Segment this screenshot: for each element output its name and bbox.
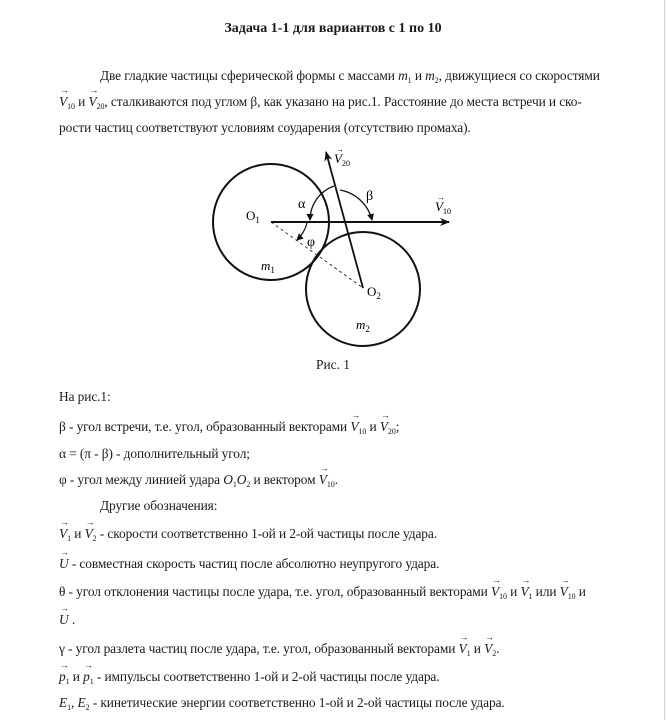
label-beta: β — [366, 189, 374, 204]
vector-p1-second: → $p_1$ — [83, 669, 94, 686]
punctuation: . — [334, 472, 338, 487]
conjunction: и — [470, 641, 485, 656]
vector-u: → U — [59, 556, 69, 572]
vector-v1: → $V_1$ — [520, 584, 532, 601]
notation-gamma — [59, 641, 499, 658]
conjunction: и — [69, 669, 84, 684]
vector-v2: → $V_2$ — [484, 641, 496, 658]
vector-v10: → $V_{10}$ — [350, 419, 366, 436]
notation-text: - кинетические энергии соответственно 1-ой и 2-ой частицы после удара. — [89, 695, 505, 710]
notation-u — [59, 556, 439, 572]
point-o1: $O_1$ — [223, 472, 237, 489]
svg-text:→: → — [437, 193, 445, 202]
label-phi: φ — [307, 235, 316, 250]
vector-v2: → $V_2$ — [85, 526, 97, 543]
conjunction: и — [575, 584, 586, 599]
conjunction: или — [532, 584, 560, 599]
label-v10: $V_{10}$ — [435, 199, 451, 216]
legend-intro: На рис.1: — [59, 389, 111, 404]
notation-momenta — [59, 669, 440, 686]
phi-arc — [297, 223, 307, 240]
vector-v20-arrow — [326, 152, 363, 288]
alpha-arc — [310, 186, 334, 220]
definition-phi — [59, 472, 338, 489]
conjunction: и — [74, 94, 89, 109]
vector-u: → U — [59, 612, 69, 628]
intro-text: Две гладкие частицы сферической формы с массами — [100, 68, 399, 83]
vector-v1: → $V_1$ — [59, 526, 71, 543]
vector-v10: → $V_{10}$ — [491, 584, 507, 601]
label-v20: $V_{20}$ — [334, 151, 350, 168]
label-o2: $O_2$ — [367, 284, 381, 301]
other-notation-heading: Другие обозначения: — [100, 498, 218, 513]
punctuation: . — [496, 641, 500, 656]
vector-v10: → $V_{10}$ — [560, 584, 576, 601]
problem-title: Задача 1-1 для вариантов с 1 по 10 — [224, 21, 442, 36]
svg-text:→: → — [336, 145, 344, 154]
notation-text: - совместная скорость частиц после абсолютно неупругого удара. — [68, 556, 440, 571]
intro-line-3: рости частиц соответствуют условиям соударения (отсутствию промаха). — [59, 120, 471, 135]
label-m1: $m_1$ — [261, 258, 275, 275]
conjunction: и — [411, 68, 426, 83]
figure-caption: Рис. 1 — [316, 357, 350, 372]
point-o2: $O_2$ — [236, 472, 251, 489]
vector-v10: → $V_{10}$ — [59, 94, 75, 111]
conjunction: и — [71, 526, 85, 541]
notation-theta — [59, 584, 586, 601]
definition-text: φ - угол между линией удара — [59, 472, 224, 487]
definition-text: и вектором — [250, 472, 319, 487]
mass-m1: $m_1$ — [398, 68, 412, 85]
notation-theta-continued — [59, 612, 75, 628]
notation-text: - скорости соответственно 1-ой и 2-ой частицы после удара. — [96, 526, 437, 541]
punctuation: . — [68, 612, 76, 627]
definition-beta — [59, 419, 399, 436]
vector-v20: → $V_{20}$ — [380, 419, 396, 436]
vector-p1: → $p_1$ — [59, 669, 70, 686]
conjunction: и — [366, 419, 380, 434]
energy-e1: $E_1$ — [59, 695, 71, 712]
definition-text: β - угол встречи, т.е. угол, образованный векторами — [59, 419, 351, 434]
label-alpha: α — [298, 197, 306, 212]
energy-e2: $E_2$ — [77, 695, 90, 712]
notation-energies — [59, 695, 505, 712]
vector-v20: → $V_{20}$ — [88, 94, 104, 111]
label-m2: $m_2$ — [356, 317, 370, 334]
vector-v10: → $V_{10}$ — [319, 472, 335, 489]
notation-v1-v2 — [59, 526, 437, 543]
separator: , — [71, 695, 78, 710]
intro-text-end: , движущиеся со скоростями — [438, 68, 600, 83]
label-o1: $O_1$ — [246, 208, 260, 225]
intro-text: , сталкиваются под углом β, как указано на рис.1. Расстояние до места встречи и ско- — [104, 94, 582, 109]
conjunction: и — [506, 584, 521, 599]
definition-alpha: α = (π - β) - дополнительный угол; — [59, 446, 250, 461]
vector-v1: → $V_1$ — [459, 641, 471, 658]
notation-text: θ - угол отклонения частицы после удара, т.е. угол, образованный векторами — [59, 584, 491, 599]
notation-text: γ - угол разлета частиц после удара, т.е. угол, образованный векторами — [59, 641, 459, 656]
mass-m2: $m_2$ — [425, 68, 439, 85]
notation-text: - импульсы соответственно 1-ой и 2-ой частицы после удара. — [93, 669, 440, 684]
punctuation: ; — [395, 419, 400, 434]
